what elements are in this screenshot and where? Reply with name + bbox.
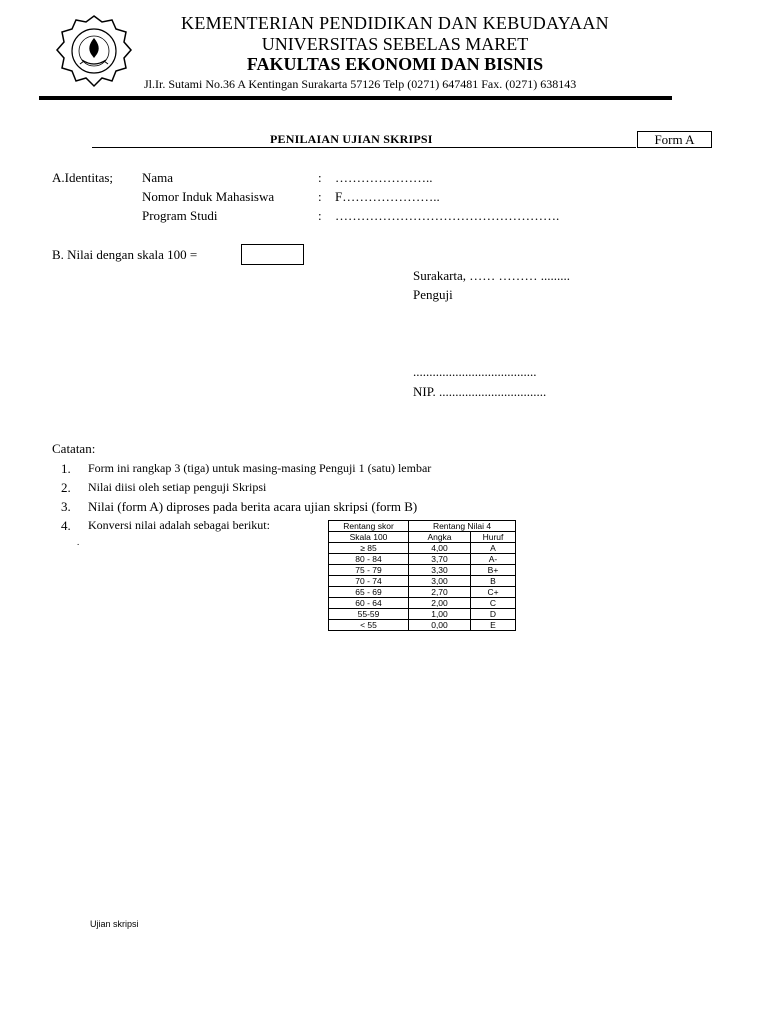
- nim-colon: :: [318, 189, 322, 204]
- title-underline: [92, 147, 636, 148]
- table-cell: 2,00: [409, 598, 471, 609]
- table-row: [329, 543, 516, 554]
- table-cell: C: [471, 598, 516, 609]
- table-row: [329, 576, 516, 587]
- note-number: 4.: [61, 518, 71, 533]
- nim-label: Nomor Induk Mahasiswa: [142, 189, 275, 204]
- place-date: Surakarta, …… ……… .........: [413, 268, 571, 283]
- note-text: Form ini rangkap 3 (tiga) untuk masing-masing Penguji 1 (satu) lembar: [88, 461, 432, 475]
- name-colon: :: [318, 170, 322, 185]
- table-cell: B: [471, 576, 516, 587]
- table-cell: 55-59: [329, 609, 409, 620]
- table-row: [329, 620, 516, 631]
- table-row: [329, 565, 516, 576]
- table-cell: E: [471, 620, 516, 631]
- table-row: [329, 598, 516, 609]
- table-cell: 80 - 84: [329, 554, 409, 565]
- table-header-cell: Huruf: [471, 532, 516, 543]
- form-code-badge: Form A: [637, 131, 712, 148]
- table-cell: 75 - 79: [329, 565, 409, 576]
- table-cell: C+: [471, 587, 516, 598]
- note-text: Konversi nilai adalah sebagai berikut:: [88, 518, 270, 532]
- table-header-row: [329, 521, 516, 532]
- table-subheader-row: [329, 532, 516, 543]
- table-header-cell: Rentang Nilai 4: [409, 521, 516, 532]
- program-colon: :: [318, 208, 322, 223]
- name-field[interactable]: …………………..: [335, 170, 433, 185]
- table-cell: B+: [471, 565, 516, 576]
- university-name: UNIVERSITAS SEBELAS MARET: [261, 34, 529, 54]
- table-cell: 3,00: [409, 576, 471, 587]
- table-cell: 3,70: [409, 554, 471, 565]
- note-number: 2.: [61, 480, 71, 495]
- table-cell: 65 - 69: [329, 587, 409, 598]
- table-header-cell: Skala 100: [329, 532, 409, 543]
- table-cell: D: [471, 609, 516, 620]
- note-text: Nilai diisi oleh setiap penguji Skripsi: [88, 480, 267, 494]
- nim-field[interactable]: F…………………..: [335, 189, 440, 204]
- page-footer: Ujian skripsi: [90, 919, 139, 929]
- table-cell: 70 - 74: [329, 576, 409, 587]
- table-cell: < 55: [329, 620, 409, 631]
- table-cell: 1,00: [409, 609, 471, 620]
- identity-heading: A.Identitas;: [52, 170, 114, 185]
- table-cell: ≥ 85: [329, 543, 409, 554]
- examiner-role: Penguji: [413, 287, 453, 302]
- name-label: Nama: [142, 170, 174, 185]
- faculty-name: FAKULTAS EKONOMI DAN BISNIS: [246, 54, 544, 74]
- stray-dot: .: [77, 537, 80, 547]
- note-number: 1.: [61, 461, 71, 476]
- table-row: [329, 587, 516, 598]
- table-header-cell: Rentang skor: [329, 521, 409, 532]
- signature-name-line[interactable]: ......................................: [413, 364, 537, 379]
- header-divider: [39, 96, 672, 100]
- table-cell: 60 - 64: [329, 598, 409, 609]
- table-row: [329, 554, 516, 565]
- table-cell: A: [471, 543, 516, 554]
- score-input-box[interactable]: [241, 244, 304, 265]
- table-cell: 0,00: [409, 620, 471, 631]
- ministry-name: KEMENTERIAN PENDIDIKAN DAN KEBUDAYAAN: [181, 13, 609, 33]
- score-label: B. Nilai dengan skala 100 =: [52, 247, 198, 262]
- table-cell: A-: [471, 554, 516, 565]
- program-field[interactable]: …………………………………………….: [335, 208, 560, 223]
- note-number: 3.: [61, 499, 71, 514]
- note-text: Nilai (form A) diproses pada berita acara ujian skripsi (form B): [88, 499, 418, 514]
- form-title: PENILAIAN UJIAN SKRIPSI: [270, 132, 433, 146]
- address-line: Jl.Ir. Sutami No.36 A Kentingan Surakarta 57126 Telp (0271) 647481 Fax. (0271) 638143: [144, 77, 577, 91]
- university-seal-icon: [54, 12, 134, 92]
- grade-conversion-table: [328, 520, 516, 631]
- program-label: Program Studi: [142, 208, 218, 223]
- table-cell: 4,00: [409, 543, 471, 554]
- table-cell: 3,30: [409, 565, 471, 576]
- notes-heading: Catatan:: [52, 441, 96, 456]
- table-row: [329, 609, 516, 620]
- table-cell: 2,70: [409, 587, 471, 598]
- nip-line[interactable]: NIP. .................................: [413, 384, 547, 399]
- table-header-cell: Angka: [409, 532, 471, 543]
